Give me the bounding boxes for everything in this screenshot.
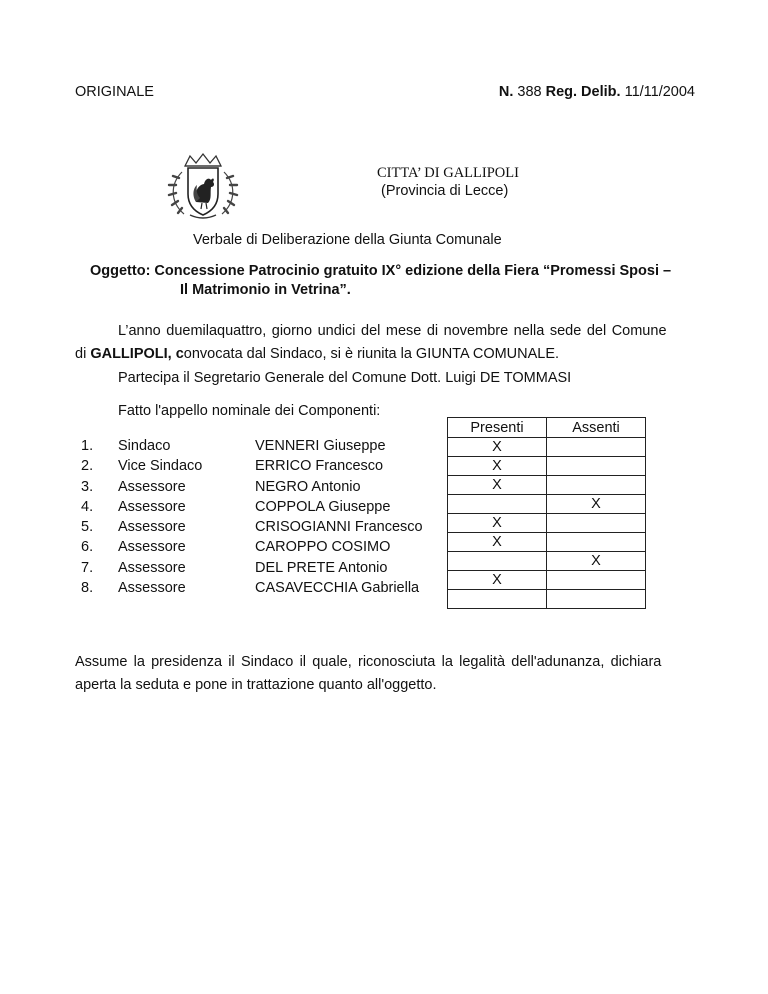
number-label: N.: [498, 84, 514, 100]
member-names: [255, 436, 423, 598]
member-name: CRISOGIANNI Francesco: [255, 519, 423, 536]
present-cell: X: [448, 476, 547, 495]
member-number: 5.: [81, 519, 94, 536]
present-header: Presenti: [448, 418, 547, 438]
table-row: [448, 438, 646, 457]
member-name: CASAVECCHIA Gabriella: [255, 580, 420, 597]
deliberation-number: 388: [517, 84, 542, 100]
member-name: VENNERI Giuseppe: [255, 438, 386, 454]
closing-line-2: aperta la seduta e pone in trattazione quanto all'oggetto.: [75, 677, 437, 693]
deliberation-date: 11/11/2004: [624, 84, 695, 100]
member-name: COPPOLA Giuseppe: [255, 498, 391, 515]
member-number: 1.: [81, 438, 94, 454]
closing-line-1: Assume la presidenza il Sindaco il quale, riconosciuta la legalità dell'adunanza, dichiara: [75, 654, 662, 670]
province-name: (Provincia di Lecce): [381, 183, 509, 199]
absent-cell: [547, 457, 646, 476]
present-cell: [448, 495, 547, 514]
document-title: Verbale di Deliberazione della Giunta Comunale: [193, 232, 502, 248]
member-name: DEL PRETE Antonio: [255, 559, 388, 576]
absent-cell: [547, 571, 646, 590]
member-role: Assessore: [118, 498, 186, 515]
absent-cell: [547, 590, 646, 609]
present-cell: [448, 590, 547, 609]
table-row: [448, 495, 646, 514]
present-cell: X: [448, 571, 547, 590]
member-name: CAROPPO COSIMO: [255, 539, 391, 556]
member-numbers: [81, 436, 93, 598]
member-role: Assessore: [118, 478, 186, 495]
table-row: [448, 514, 646, 533]
member-role: Sindaco: [118, 438, 171, 454]
absent-cell: X: [547, 552, 646, 571]
member-role: Assessore: [118, 539, 186, 556]
intro-line-2: di GALLIPOLI, convocata dal Sindaco, si è riunita la GIUNTA COMUNALE.: [75, 346, 560, 362]
attendance-table: [447, 417, 646, 609]
member-number: 6.: [81, 539, 94, 556]
table-row: [448, 457, 646, 476]
member-role: Assessore: [118, 580, 186, 597]
member-role: Assessore: [118, 559, 186, 576]
absent-cell: X: [547, 495, 646, 514]
register-label: Reg. Delib.: [545, 84, 621, 100]
absent-cell: [547, 438, 646, 457]
present-cell: X: [448, 438, 547, 457]
original-label: ORIGINALE: [75, 84, 154, 100]
secretary-line: Partecipa il Segretario Generale del Comune Dott. Luigi DE TOMMASI: [118, 370, 572, 386]
city-name: CITTA’ DI GALLIPOLI: [377, 165, 519, 181]
absent-header: Assenti: [547, 418, 646, 438]
deliberation-reference: [499, 84, 695, 100]
member-number: 7.: [81, 559, 94, 576]
roll-call-line: Fatto l'appello nominale dei Componenti:: [118, 403, 381, 419]
absent-cell: [547, 514, 646, 533]
member-number: 2.: [81, 458, 94, 475]
present-cell: X: [448, 533, 547, 552]
member-role: Vice Sindaco: [118, 458, 203, 475]
member-number: 3.: [81, 478, 94, 495]
table-row-empty: [448, 590, 646, 609]
member-number: 8.: [81, 580, 94, 597]
present-cell: [448, 552, 547, 571]
present-cell: X: [448, 457, 547, 476]
rooster-coat-of-arms-icon: [160, 152, 246, 222]
intro-line-1: L’anno duemilaquattro, giorno undici del mese di novembre nella sede del Comune: [118, 323, 667, 339]
absent-cell: [547, 476, 646, 495]
table-header-row: [448, 418, 646, 438]
member-name: ERRICO Francesco: [255, 458, 384, 475]
member-number: 4.: [81, 498, 94, 515]
member-role: Assessore: [118, 519, 186, 536]
subject-line-2: Il Matrimonio in Vetrina”.: [180, 282, 351, 298]
member-roles: [118, 436, 202, 598]
member-name: NEGRO Antonio: [255, 478, 361, 495]
present-cell: X: [448, 514, 547, 533]
absent-cell: [547, 533, 646, 552]
table-row: [448, 476, 646, 495]
table-row: [448, 533, 646, 552]
table-row: [448, 552, 646, 571]
table-row: [448, 571, 646, 590]
subject-line-1: Oggetto: Concessione Patrocinio gratuito IX° edizione della Fiera “Promessi Sposi –: [90, 263, 672, 279]
